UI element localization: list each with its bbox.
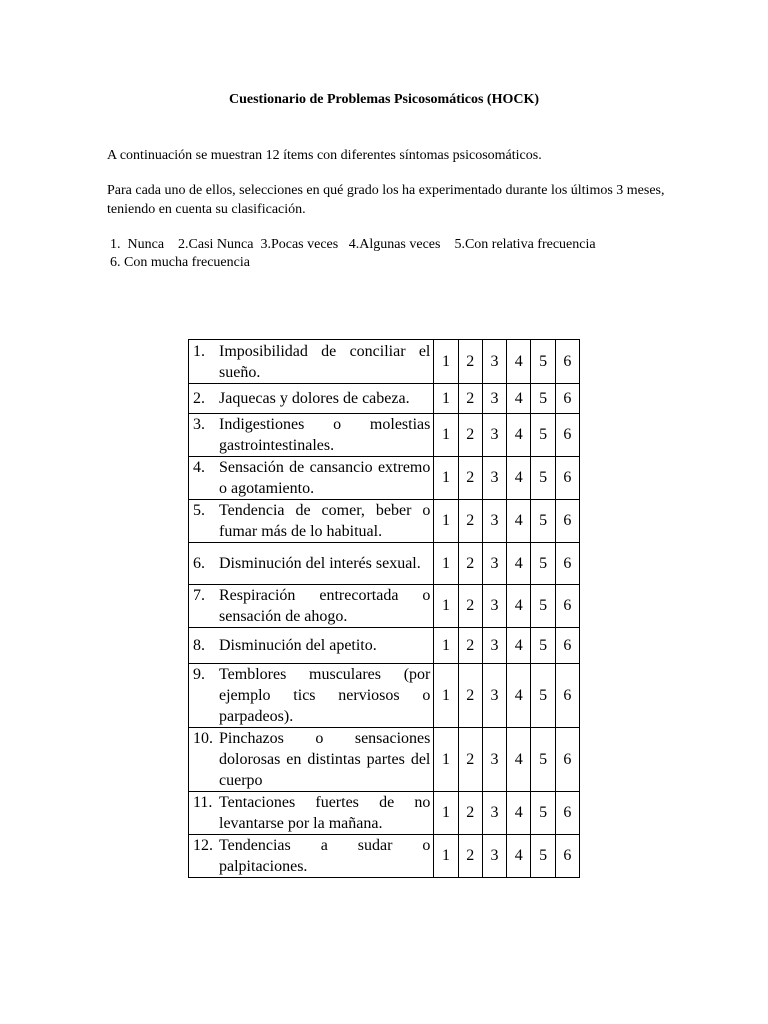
question-row [189,543,580,585]
rating-option-5[interactable]: 5 [531,585,555,628]
rating-option-6[interactable]: 6 [555,414,579,457]
rating-option-1[interactable]: 1 [434,500,458,543]
scale-legend-line-1: 1. Nunca 2.Casi Nunca 3.Pocas veces 4.Algunas veces 5.Con relativa frecuencia [110,237,596,252]
rating-option-4[interactable]: 4 [507,543,531,585]
rating-option-4[interactable]: 4 [507,457,531,500]
rating-option-4[interactable]: 4 [507,414,531,457]
question-text: Tendencias a sudar o palpitaciones. [219,837,431,875]
rating-option-2[interactable]: 2 [458,628,482,664]
rating-option-3[interactable]: 3 [482,585,506,628]
rating-option-3[interactable]: 3 [482,664,506,728]
rating-option-5[interactable]: 5 [531,728,555,792]
question-text: Disminución del apetito. [219,637,377,654]
question-text: Imposibilidad de conciliar el sueño. [219,342,431,381]
rating-option-3[interactable]: 3 [482,792,506,835]
scale-legend-line-2: 6. Con mucha frecuencia [110,255,250,270]
rating-option-3[interactable]: 3 [482,835,506,878]
question-text: Pinchazos o sensaciones dolorosas en distintas partes del cuerpo [219,730,431,789]
rating-option-1[interactable]: 1 [434,457,458,500]
rating-option-2[interactable]: 2 [458,384,482,414]
rating-option-2[interactable]: 2 [458,543,482,585]
question-row [189,457,580,500]
rating-option-2[interactable]: 2 [458,728,482,792]
question-row [189,585,580,628]
question-text: Tentaciones fuertes de no levantarse por la mañana. [219,794,431,832]
rating-option-5[interactable]: 5 [531,543,555,585]
rating-option-5[interactable]: 5 [531,414,555,457]
rating-option-1[interactable]: 1 [434,414,458,457]
rating-option-5[interactable]: 5 [531,457,555,500]
question-text: Respiración entrecortada o sensación de ahogo. [219,587,431,625]
rating-option-3[interactable]: 3 [482,384,506,414]
question-cell [189,500,434,543]
rating-option-4[interactable]: 4 [507,728,531,792]
rating-option-1[interactable]: 1 [434,384,458,414]
rating-option-6[interactable]: 6 [555,500,579,543]
question-number: 3. [193,416,205,433]
question-text: Temblores musculares (por ejemplo tics nerviosos o parpadeos). [219,666,431,725]
rating-option-3[interactable]: 3 [482,414,506,457]
rating-option-4[interactable]: 4 [507,500,531,543]
rating-option-3[interactable]: 3 [482,340,506,384]
question-cell [189,835,434,878]
rating-option-6[interactable]: 6 [555,835,579,878]
rating-option-2[interactable]: 2 [458,585,482,628]
rating-option-4[interactable]: 4 [507,585,531,628]
rating-option-1[interactable]: 1 [434,340,458,384]
rating-option-6[interactable]: 6 [555,543,579,585]
question-row [189,664,580,728]
rating-option-2[interactable]: 2 [458,500,482,543]
question-number: 11. [193,794,213,811]
rating-option-6[interactable]: 6 [555,628,579,664]
rating-option-1[interactable]: 1 [434,792,458,835]
question-number: 4. [193,459,205,476]
rating-option-4[interactable]: 4 [507,664,531,728]
question-number: 7. [193,587,205,604]
question-cell [189,628,434,664]
question-row [189,728,580,792]
rating-option-2[interactable]: 2 [458,340,482,384]
question-cell [189,585,434,628]
question-number: 10. [193,730,213,747]
question-row [189,628,580,664]
question-cell [189,728,434,792]
rating-option-6[interactable]: 6 [555,340,579,384]
question-row [189,500,580,543]
rating-option-4[interactable]: 4 [507,792,531,835]
question-text: Sensación de cansancio extremo o agotamiento. [219,459,431,497]
rating-option-2[interactable]: 2 [458,664,482,728]
rating-option-6[interactable]: 6 [555,728,579,792]
question-row [189,340,580,384]
rating-option-1[interactable]: 1 [434,628,458,664]
question-number: 12. [193,837,213,854]
question-number: 9. [193,666,205,683]
question-cell [189,340,434,384]
rating-option-3[interactable]: 3 [482,500,506,543]
question-cell [189,384,434,414]
rating-option-5[interactable]: 5 [531,384,555,414]
rating-option-2[interactable]: 2 [458,792,482,835]
question-number: 1. [193,342,205,360]
rating-option-2[interactable]: 2 [458,835,482,878]
rating-option-3[interactable]: 3 [482,628,506,664]
rating-option-3[interactable]: 3 [482,457,506,500]
instruction-text: Para cada uno de ellos, selecciones en qué grado los ha experimentado durante los últimos 3 meses, teniendo en cuenta su clasificación. [107,183,665,217]
question-number: 8. [193,637,205,654]
rating-option-6[interactable]: 6 [555,792,579,835]
question-text: Indigestiones o molestias gastrointestinales. [219,416,431,454]
rating-option-1[interactable]: 1 [434,543,458,585]
intro-text: A continuación se muestran 12 ítems con diferentes síntomas psicosomáticos. [107,148,542,163]
rating-option-1[interactable]: 1 [434,664,458,728]
rating-option-3[interactable]: 3 [482,543,506,585]
rating-option-1[interactable]: 1 [434,585,458,628]
question-cell [189,543,434,585]
rating-option-5[interactable]: 5 [531,628,555,664]
rating-option-4[interactable]: 4 [507,835,531,878]
rating-option-6[interactable]: 6 [555,457,579,500]
rating-option-5[interactable]: 5 [531,835,555,878]
rating-option-4[interactable]: 4 [507,628,531,664]
rating-option-2[interactable]: 2 [458,457,482,500]
rating-option-6[interactable]: 6 [555,585,579,628]
question-cell [189,664,434,728]
question-cell [189,414,434,457]
rating-option-4[interactable]: 4 [507,340,531,384]
rating-option-1[interactable]: 1 [434,728,458,792]
question-row [189,384,580,414]
question-row [189,414,580,457]
question-row [189,835,580,878]
question-row [189,792,580,835]
question-text: Disminución del interés sexual. [219,555,421,572]
rating-option-1[interactable]: 1 [434,835,458,878]
question-number: 2. [193,390,205,407]
rating-option-2[interactable]: 2 [458,414,482,457]
question-text: Jaquecas y dolores de cabeza. [219,390,410,407]
rating-option-4[interactable]: 4 [507,384,531,414]
questionnaire-table [188,339,580,878]
rating-option-6[interactable]: 6 [555,664,579,728]
question-cell [189,792,434,835]
question-cell [189,457,434,500]
question-text: Tendencia de comer, beber o fumar más de lo habitual. [219,502,431,540]
rating-option-5[interactable]: 5 [531,792,555,835]
question-number: 6. [193,555,205,572]
question-number: 5. [193,502,205,519]
rating-option-3[interactable]: 3 [482,728,506,792]
rating-option-5[interactable]: 5 [531,664,555,728]
rating-option-5[interactable]: 5 [531,340,555,384]
document-title: Cuestionario de Problemas Psicosomáticos (HOCK) [228,92,540,107]
rating-option-6[interactable]: 6 [555,384,579,414]
rating-option-5[interactable]: 5 [531,500,555,543]
